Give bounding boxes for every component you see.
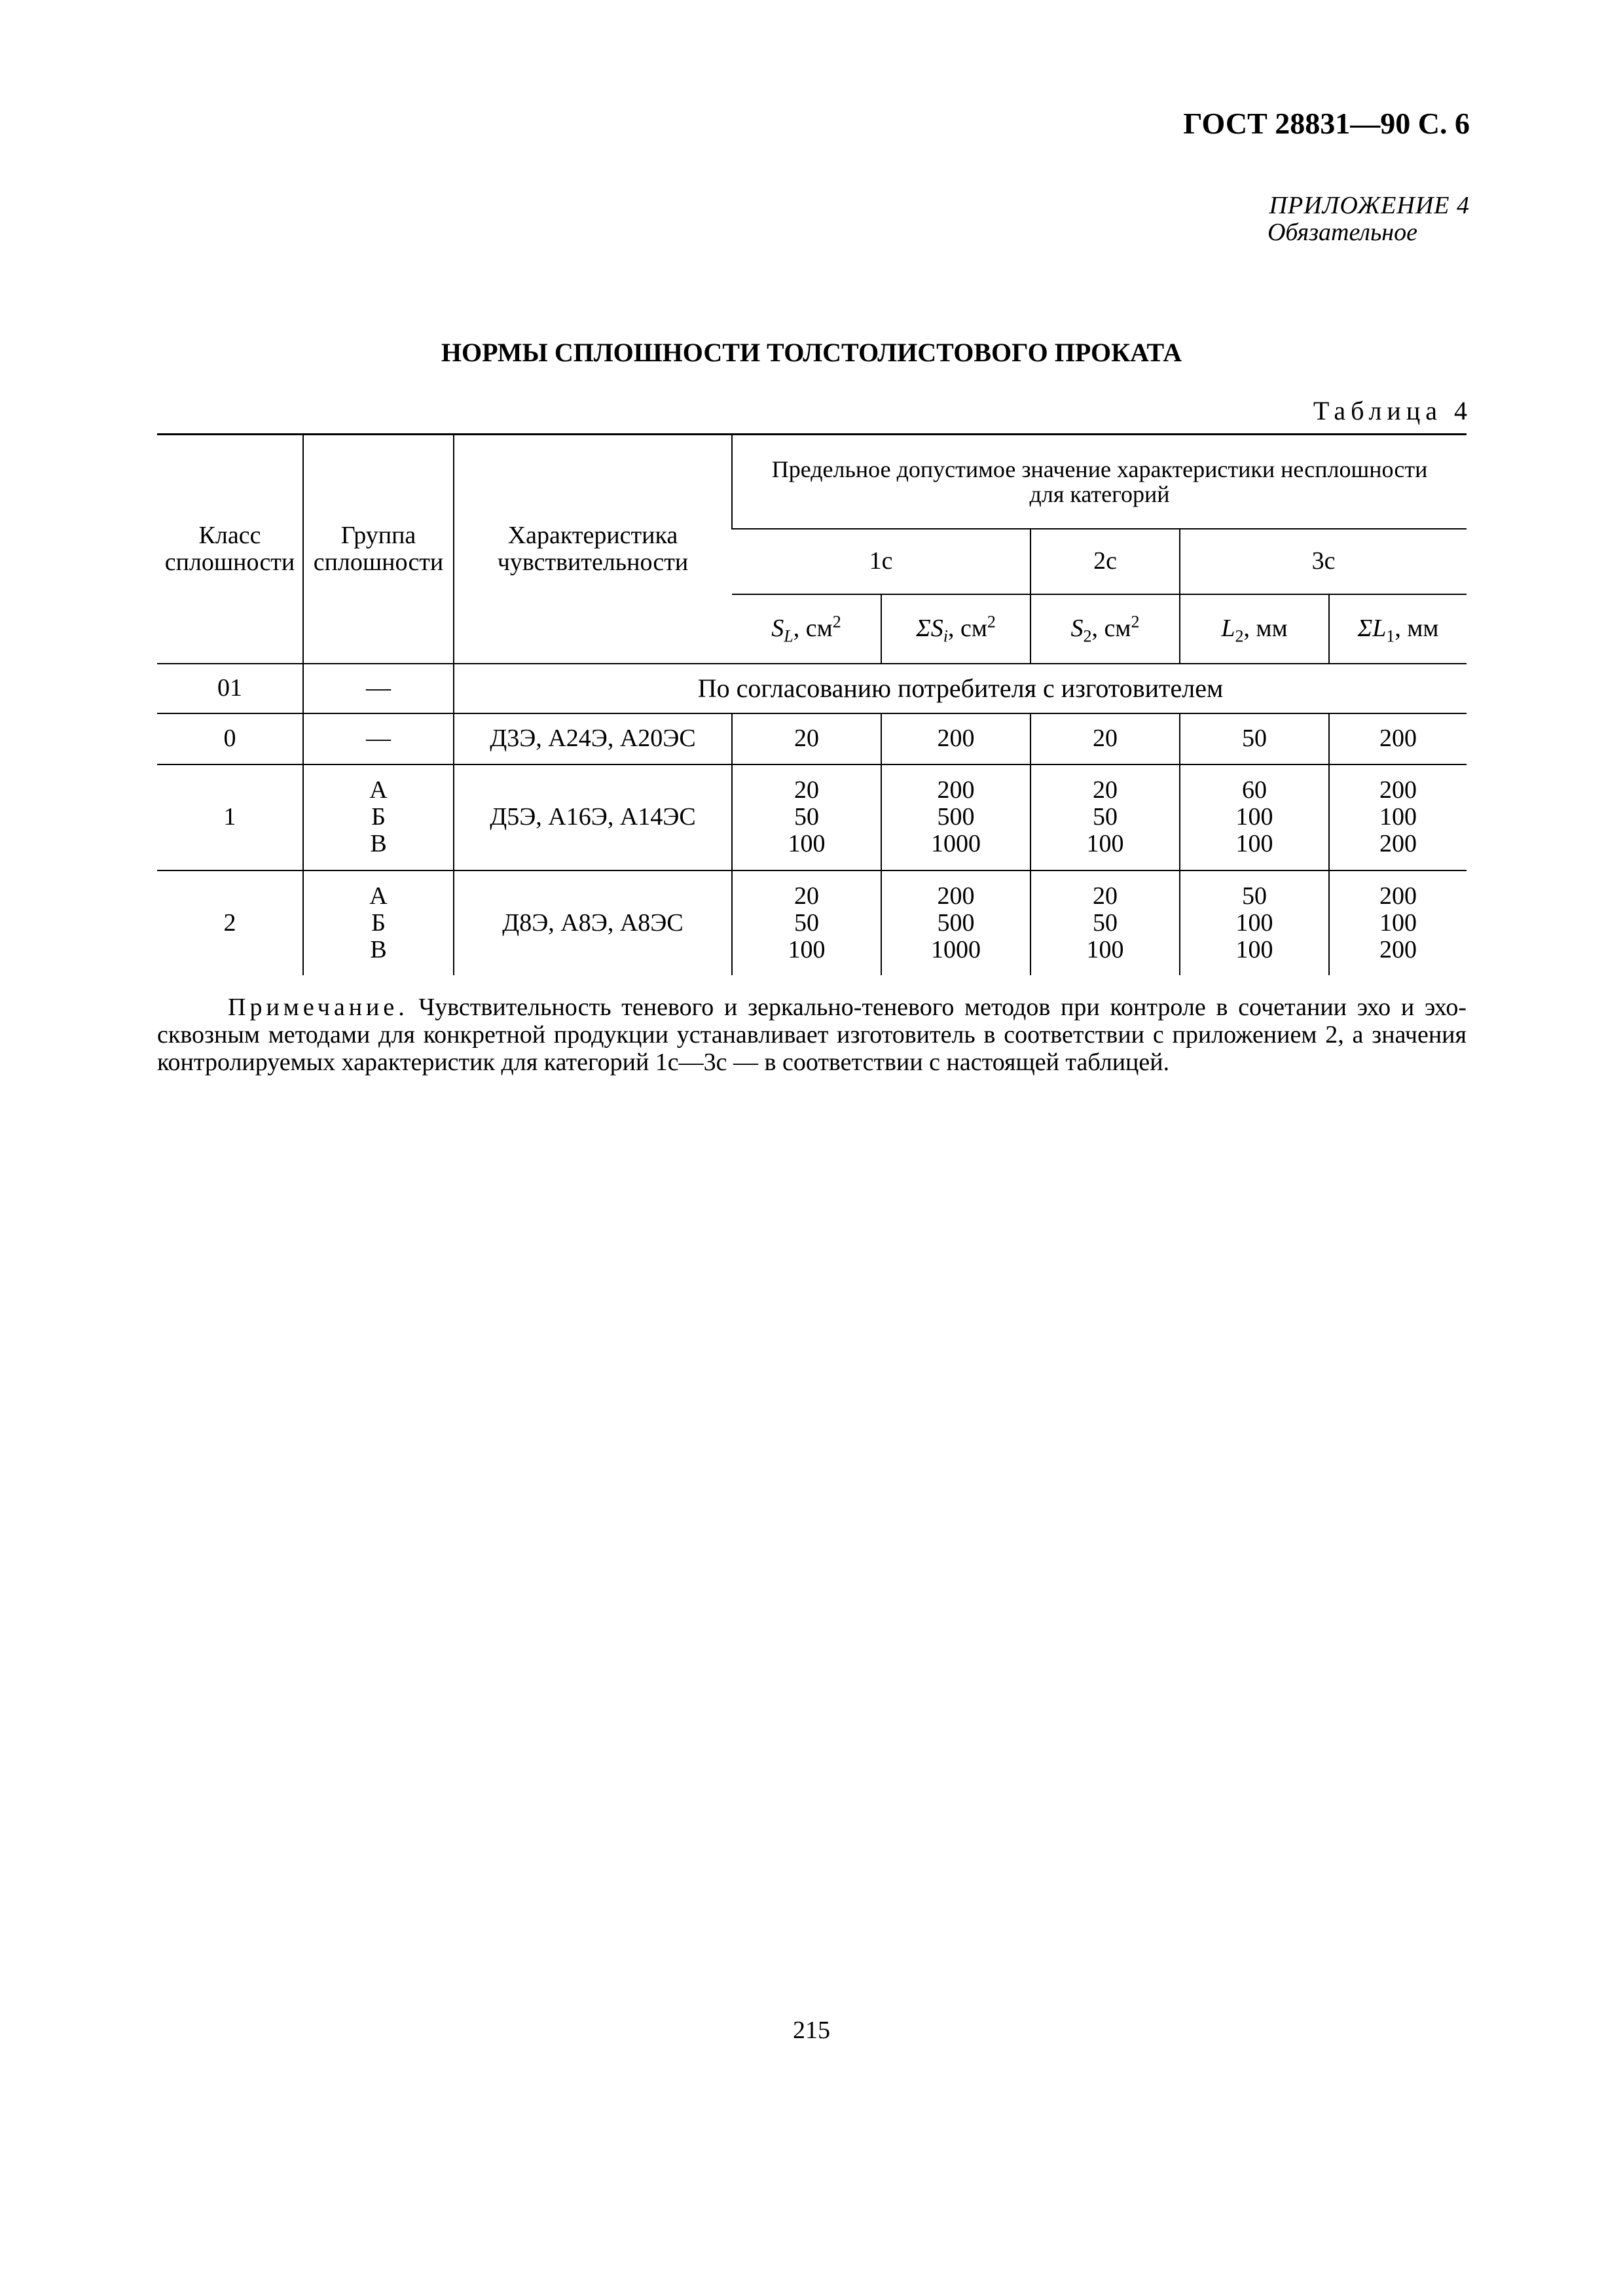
table-row — [157, 664, 1467, 713]
norms-table — [157, 433, 1467, 975]
table-row — [157, 764, 1467, 870]
cell-value: 20 — [1030, 713, 1180, 764]
cell-value-list: 200 100 200 — [1329, 870, 1467, 975]
cell-group-list: А Б В — [303, 764, 454, 870]
header-group: Группа сплошности — [303, 435, 454, 664]
cell-sensitivity: Д3Э, А24Э, А20ЭС — [454, 713, 732, 764]
cell-class: 01 — [157, 664, 303, 713]
cell-value-list: 60 100 100 — [1180, 764, 1329, 870]
cell-value-list: 200 500 1000 — [881, 870, 1030, 975]
table-label: Таблица 4 — [1313, 396, 1472, 425]
header-col-sum-l1: $\Sigma L_1$, мм — [1329, 594, 1467, 664]
cell-group-list: А Б В — [303, 870, 454, 975]
header-cat-3c: 3с — [1180, 529, 1467, 594]
page-title: НОРМЫ СПЛОШНОСТИ ТОЛСТОЛИСТОВОГО ПРОКАТА — [441, 338, 1182, 367]
cell-value-list: 20 50 100 — [732, 764, 881, 870]
cell-value-list: 20 50 100 — [732, 870, 881, 975]
table-row — [157, 713, 1467, 764]
cell-group: — — [303, 713, 454, 764]
header-col-l2: $L_2$, мм — [1180, 594, 1329, 664]
cell-value-list: 50 100 100 — [1180, 870, 1329, 975]
cell-sensitivity: Д8Э, А8Э, А8ЭС — [454, 870, 732, 975]
cell-class: 0 — [157, 713, 303, 764]
note-label: Примечание. — [228, 994, 409, 1021]
header-col-s2: $S_2$, $см^2$ — [1030, 594, 1180, 664]
table-note — [157, 994, 1467, 1076]
header-class: Класс сплошности — [157, 435, 303, 664]
header-limit: Предельное допустимое значение характеристики несплошности для категорий — [732, 435, 1467, 529]
header-sensitivity: Характеристика чувствительности — [454, 435, 732, 664]
cell-value: 200 — [881, 713, 1030, 764]
header-col-sum-si: $\Sigma S_i$, $см^2$ — [881, 594, 1030, 664]
cell-value-list: 200 500 1000 — [881, 764, 1030, 870]
cell-group: — — [303, 664, 454, 713]
cell-value-list: 200 100 200 — [1329, 764, 1467, 870]
table-row — [157, 870, 1467, 975]
cell-value: 20 — [732, 713, 881, 764]
page-number: 215 — [793, 2017, 830, 2044]
document-code: ГОСТ 28831—90 С. 6 — [1183, 107, 1470, 140]
appendix-label: ПРИЛОЖЕНИЕ 4 — [1269, 192, 1470, 219]
header-cat-1c: 1с — [732, 529, 1030, 594]
header-cat-2c: 2с — [1030, 529, 1180, 594]
cell-class: 1 — [157, 764, 303, 870]
cell-class: 2 — [157, 870, 303, 975]
cell-value-list: 20 50 100 — [1030, 870, 1180, 975]
cell-sensitivity: Д5Э, А16Э, А14ЭС — [454, 764, 732, 870]
cell-value-list: 20 50 100 — [1030, 764, 1180, 870]
header-col-sl: $S_L$, $см^2$ — [732, 594, 881, 664]
cell-agreement: По согласованию потребителя с изготовителем — [454, 664, 1467, 713]
cell-value: 50 — [1180, 713, 1329, 764]
cell-value: 200 — [1329, 713, 1467, 764]
appendix-status: Обязательное — [1267, 219, 1417, 246]
note-text: Чувствительность теневого и зеркально-теневого методов при контроле в сочетании эхо и эхо-сквозным методами для конкретной продукции устанавливает изготовитель в соответствии с приложением 2, а значения контролируемых характеристик для категорий 1с—3с — в соответствии с настоящей таблицей. — [157, 994, 1467, 1076]
